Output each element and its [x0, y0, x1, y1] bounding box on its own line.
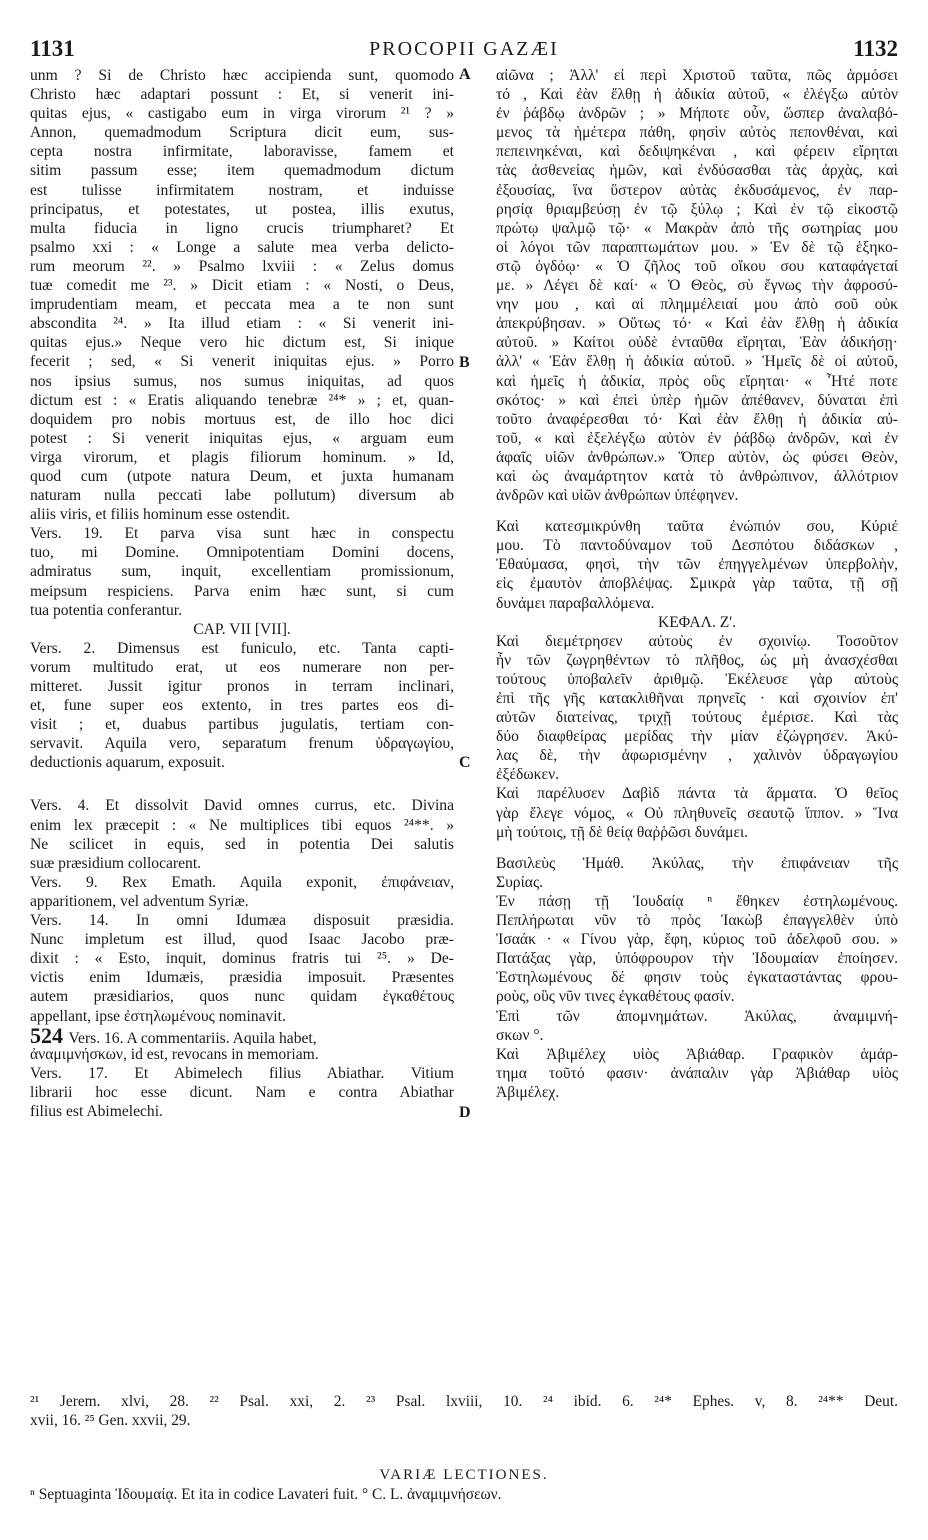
text-line: abscondita ²⁴. » Ita illud etiam : « Si venerit ini-	[30, 315, 454, 333]
text-line: imprudentiam meam, et peccata mea a te non sunt	[30, 296, 454, 314]
footnotes	[30, 1392, 898, 1430]
text-line: πρώτῳ ψαλμῷ τῷ· « Μακρὰν ἀπὸ τῆς σωτηρίας μου	[496, 219, 898, 237]
text-line: λας δὲ, τὴν ἀφωρισμένην , χαλινὸν ὑδραγωγίου	[496, 747, 898, 765]
margin-letter-d: D	[459, 1104, 471, 1121]
text-line: Συρίας.	[496, 873, 544, 891]
text-line: τοῦ, « καὶ ἐξελέγξω αὐτὸν ἐν ῥάβδῳ ἀνδρῶν, καὶ ἐν	[496, 429, 898, 447]
text-line: filius est Abimelechi.	[30, 1102, 163, 1120]
text-line: τὰς ἀσθενείας ἡμῶν, καὶ ἐνδύσασθαι τὰς ἀρχὰς, καὶ	[496, 162, 898, 180]
text-line: πεπεινηκέναι, καὶ δεδιψηκέναι , καὶ φέρειν εἴρηται	[496, 143, 898, 161]
text-line: εἰς ἐμαυτὸν ἀποβλέψας. Σμικρὰ γὰρ ταῦτα, τῇ σῇ	[496, 575, 898, 593]
text-line: virga virorum, et plagis filiorum hominum. » Id,	[30, 448, 454, 466]
text-line: τό , Καὶ ἐὰν ἔλθῃ ἡ ἀδικία αὐτοῦ, « ἐλέγξω αὐτὸν	[496, 86, 898, 104]
text-line: ἀναμιμνήσκων, id est, revocans in memoriam.	[30, 1045, 319, 1063]
text-line: δυνάμει παραβαλλόμενα.	[496, 594, 655, 612]
text-line: victis enim Idumæis, præsidia imposuit. Præsentes	[30, 969, 454, 987]
text-line: quod cum (utpote natura Deum, et juxta humanam	[30, 467, 454, 485]
greek-column	[496, 66, 898, 1102]
text-line: tuæ comedit me ²³. » Dicit etiam : « Nosti, o Deus,	[30, 277, 454, 295]
text-line: 524 Vers. 16. A commentariis. Aquila habet,	[30, 1026, 454, 1045]
text-line: ἐν ῥάβδῳ ἀνδρῶν ; » Μήποτε οὖν, ὥσπερ ἀναλαβό-	[496, 105, 898, 123]
text-line: καὶ ἡμεῖς ἡ ἀδικία, πρὸς οὓς εἴρηται· « Ἦτέ ποτε	[496, 372, 898, 390]
text-line: enim lex præcepit : « Ne multiplices tibi equos ²⁴**. »	[30, 816, 454, 834]
footnote-line: xvii, 16. ²⁵ Gen. xxvii, 29.	[30, 1412, 191, 1430]
text-line: Vers. 9. Rex Emath. Aquila exponit, ἐπιφάνειαν,	[30, 873, 454, 891]
text-line: dixit : « Esto, inquit, dominus fratris tui ²⁵. » De-	[30, 950, 454, 968]
text-line: tuo, mi Domine. Omnipotentiam Domini docens,	[30, 544, 454, 562]
text-line: στῷ ὀγδόῳ· « Ὁ ζῆλος τοῦ οἴκου σου καταφάγεταί	[496, 257, 898, 275]
text-line: με. » Λέγει δὲ καί· « Ὁ Θεὸς, σὺ ἔγνως τὴν ἀφροσύ-	[496, 277, 898, 295]
text-line: unm ? Si de Christo hæc accipienda sunt, quomodo	[30, 67, 454, 84]
text-line: ἦν τῶν ζωγρηθέντων τὸ πλῆθος, ὡς μὴ ἀνασχέσθαι	[496, 651, 898, 669]
text-line: Πεπλήρωται νῦν τὸ πρὸς Ἰακὼβ ἐπαγγελθὲν ὑπὸ	[496, 912, 898, 930]
text-line: aliis viris, et filiis hominum esse ostendit.	[30, 506, 290, 524]
text-line: apparitionem, vel adventum Syriæ.	[30, 892, 249, 910]
text-line: καὶ ὡς ἀναμάρτητον κατὰ τὸ ἀνθρώπινον, ἀλλότριον	[496, 467, 898, 485]
text-line: deductionis aquarum, exposuit.	[30, 754, 225, 772]
variae-lectiones-title: VARIÆ LECTIONES.	[379, 1467, 549, 1483]
text-line: ἐξέδωκεν.	[496, 766, 560, 784]
footnote-line: ²¹ Jerem. xlvi, 28. ²² Psal. xxi, 2. ²³ Psal. lxviii, 10. ²⁴ ibid. 6. ²⁴* Ephes. v, 8. ²⁴** Deut.	[30, 1393, 898, 1410]
text-line: γὰρ ἔλεγε νόμος, « Οὐ πληθυνεῖς σεαυτῷ ἵππον. » Ἵνα	[496, 804, 898, 822]
text-line: Ἐθαύμασα, φησὶ, τὴν τῶν ἐπηγγελμένων ὑπερβολὴν,	[496, 556, 898, 574]
text-line: nos ipsius sumus, nos sumus iniquitas, ad quos	[30, 372, 454, 390]
margin-letter-b: B	[459, 354, 470, 371]
variae-lectiones-text: ⁿ Septuaginta Ἰδουμαίᾳ. Et ita in codice Lavateri fuit. ° C. L. ἀναμιμνήσεων.	[30, 1486, 502, 1503]
text-line: Πατάξας γὰρ, ὑπόφρουρον τὴν Ἰδουμαίαν ἐποίησεν.	[496, 950, 898, 968]
text-line: ἀπεκρύβησαν. » Οὕτως τό· « Καὶ ἐὰν ἔλθῃ ἡ ἀδικία	[496, 315, 898, 333]
text-line: servavit. Aquila vero, separatum frenum ὑδραγωγίου,	[30, 735, 454, 753]
page-marker: 524	[30, 1025, 69, 1045]
text-line: librarii hoc esse dicunt. Nam e contra Abiathar	[30, 1083, 454, 1101]
text-line: ἀλλ' « Ἐὰν ἔλθῃ ἡ ἀδικία αὐτοῦ. » Ἡμεῖς δὲ οἱ αὐτοῦ,	[496, 353, 898, 371]
text-line: vorum multitudo erat, ut eos numerare non per-	[30, 658, 454, 676]
page-number-left: 1131	[30, 36, 75, 61]
latin-column	[30, 66, 454, 1121]
text-line: σκότος· » καὶ ἐπεὶ ὑπὲρ ἡμῶν ἀπέθανεν, δύναται ἐπὶ	[496, 391, 898, 409]
chapter-heading: ΚΕΦΑΛ. Ζ'.	[657, 613, 737, 631]
text-line: Βασιλεὺς Ἡμάθ. Ἀκύλας, τὴν ἐπιφάνειαν τῆς	[496, 854, 898, 872]
text-line: ἀνδρῶν καὶ υἱῶν ἀνθρώπων ὑπέφηνεν.	[496, 487, 739, 505]
text-line: τημα τοῦτό φασιν· ἀνάπαλιν γὰρ Ἀβιάθαρ υἱὸς	[496, 1064, 898, 1082]
text-line: Christo hæc adaptari possunt : Et, si venerit ini-	[30, 86, 454, 104]
text-line: et, fune super eos extento, in tres partes eos di-	[30, 697, 454, 715]
text-line: νην μου , καὶ αἱ πλημμέλειαί μου ἀπὸ σοῦ οὐκ	[496, 296, 898, 314]
paragraph-gap	[30, 772, 454, 796]
text-line: quitas ejus.» Neque vero hic dictum est, Si inique	[30, 334, 454, 352]
text-line: Ἰσαάκ · « Γίνου γὰρ, ἔφη, κύριος τοῦ ἀδελφοῦ σου. »	[496, 931, 898, 949]
text-line: αὐτοῦ. » Καίτοι οὐδὲ ἐνταῦθα εἴρηται, Ἐὰν ἀδικήσῃ·	[496, 334, 898, 352]
text-line: Vers. 14. In omni Idumæa disposuit præsidia.	[30, 912, 454, 930]
text-line: Ἐστηλωμένους δέ φησιν τοὺς ἐγκαταστάντας φρου-	[496, 969, 898, 987]
text-line: potest : Si venerit iniquitas ejus, « arguam eum	[30, 429, 454, 447]
text-line: est tulisse infirmitatem nostram, et induisse	[30, 181, 454, 199]
text-line: principatus, et potestates, ut postea, illis exutus,	[30, 200, 454, 218]
text-line: tua potentia conferantur.	[30, 601, 182, 619]
text-line: Ἐπὶ τῶν ἀπομνημάτων. Ἀκύλας, ἀναμιμνή-	[496, 1007, 898, 1025]
text-line: Vers. 19. Et parva visa sunt hæc in conspectu	[30, 525, 454, 543]
text-line: ἐξουσίας, ἵνα ὕστερον αὐτὰς ἐκδυσάμενος, ἐν παρ-	[496, 181, 898, 199]
text-line: visit ; et, duabus partibus jugulatis, tertiam con-	[30, 716, 454, 734]
text-line: μου. Τὸ παντοδύναμον τοῦ Δεσπότου διδάσκων ,	[496, 537, 898, 555]
text-line: admiratus sum, inquit, excellentiam promissionum,	[30, 563, 454, 581]
text-line: ρησίᾳ θριαμβεύσῃ ἐν τῷ ξύλῳ ; Καὶ ἐν τῷ εἰκοστῷ	[496, 200, 898, 218]
text-line: autem præsidiarios, quos nunc quidam ἐγκαθέτους	[30, 988, 454, 1006]
text-line: μὴ τούτοις, τῇ δὲ θείᾳ θαῤῥῶσι δυνάμει.	[496, 823, 749, 841]
text-line: cepta nostra infirmitate, laboravisse, famem et	[30, 143, 454, 161]
text-line: οἱ λόγοι τῶν παραπτωμάτων μου. » Ἐν δὲ τῷ ἑξηκο-	[496, 238, 898, 256]
text-line: suæ præsidium collocarent.	[30, 854, 202, 872]
text-line: αἰῶνα ; Ἀλλ' εἰ περὶ Χριστοῦ ταῦτα, πῶς ἁρμόσει	[496, 67, 898, 84]
text-line: quitas ejus, « castigabo eum in virga virorum ²¹ ? »	[30, 105, 454, 123]
text-line: τούτους ὑποβαλεῖν ἀριθμῷ. Ἐκέλευσε γὰρ αὐτοὺς	[496, 670, 898, 688]
text-line: δύο διαφθείρας μερίδας τὴν μίαν ἐζώγρησεν. Ἀκύ-	[496, 728, 898, 746]
text-line: Καὶ παρέλυσεν Δαβὶδ πάντα τὰ ἅρματα. Ὁ θεῖος	[496, 785, 898, 803]
text-line: Ne scilicet in equis, sed in potentia Dei salutis	[30, 835, 454, 853]
text-line: Καὶ Ἀβιμέλεχ υἱὸς Ἀβιάθαρ. Γραφικὸν ἁμάρ-	[496, 1045, 898, 1063]
text-line: Nunc impletum est illud, quod Isaac Jacobo præ-	[30, 931, 454, 949]
text-line: σκων °.	[496, 1026, 544, 1044]
running-title: PROCOPII GAZÆI	[369, 38, 559, 60]
text-line: ἁφαῖς υἱῶν ἀνθρώπων.» Ὅπερ αὐτὸν, ὡς φύσει Θεὸν,	[496, 448, 898, 466]
text-line: Ἐν πάσῃ τῇ Ἰουδαίᾳ ⁿ ἔθηκεν ἐστηλωμένους.	[496, 892, 898, 910]
text-line: τοῦτο ἀναφέρεσθαι τό· Καὶ ἐὰν ἔλθῃ ἡ ἀδικία αὐ-	[496, 410, 898, 428]
text-line: meipsum respiciens. Parva enim hæc sunt, si cum	[30, 582, 454, 600]
paragraph-gap	[496, 842, 898, 854]
text-line: Vers. 4. Et dissolvit David omnes currus, etc. Divina	[30, 797, 454, 815]
chapter-heading: CAP. VII [VII].	[193, 620, 291, 638]
text-line: ἐπὶ τῆς γῆς κατακλιθῆναι πρηνεῖς · καὶ σχοινίον ἐπ'	[496, 690, 898, 707]
text-line: mitteret. Jussit igitur pronos in terram inclinari,	[30, 678, 454, 695]
text-line: rum meorum ²². » Psalmo lxviii : « Zelus domus	[30, 257, 454, 275]
text-line: dictum est : « Eratis aliquando tenebræ ²⁴* » ; et, quan-	[30, 391, 454, 409]
text-line: naturam nulla peccati labe pollutum) diversum ab	[30, 487, 454, 505]
text-line: μενος τὰ ἡμέτερα πάθη, φησὶν αὐτὸς πεπονθέναι, καὶ	[496, 124, 898, 142]
paragraph-gap	[496, 505, 898, 517]
margin-letter-a: A	[459, 66, 471, 83]
text-line: Vers. 2. Dimensus est funiculo, etc. Tanta capti-	[30, 639, 454, 657]
text-line: αὐτῶν διατείνας, τριχῇ τούτους ἐμέρισε. Καὶ τὰς	[496, 709, 898, 727]
text-line: Καὶ κατεσμικρύνθη ταῦτα ἐνώπιόν σου, Κύριέ	[496, 518, 898, 536]
text-line: doquidem pro nobis mortuus est, de illo hoc dici	[30, 410, 454, 428]
text-line: multa fiducia in ligno crucis triumpharet? Et	[30, 219, 454, 237]
margin-letter-c: C	[459, 754, 471, 771]
text-line: Ἀβιμέλεχ.	[496, 1083, 560, 1101]
text-line: psalmo xxi : « Longe a salute mea verba delicto-	[30, 238, 454, 256]
text-line: fecerit ; sed, « Si venerit iniquitas ejus. » Porro	[30, 353, 454, 371]
text-line: Καὶ διεμέτρησεν αὐτοὺς ἐν σχοινίῳ. Τοσοῦτον	[496, 632, 898, 650]
text-line: appellant, ipse ἐστηλωμένους nominavit.	[30, 1007, 286, 1025]
text-line: Vers. 17. Et Abimelech filius Abiathar. Vitium	[30, 1064, 454, 1082]
page-number-right: 1132	[853, 36, 898, 61]
text-line: ροὺς, οὓς νῦν τινες ἐγκαθέτους φασίν.	[496, 988, 735, 1006]
text-line: Annon, quemadmodum Scriptura dicit eum, sus-	[30, 124, 454, 142]
text-line: sitim passum esse; item quemadmodum dictum	[30, 162, 454, 180]
page-header	[30, 36, 898, 64]
